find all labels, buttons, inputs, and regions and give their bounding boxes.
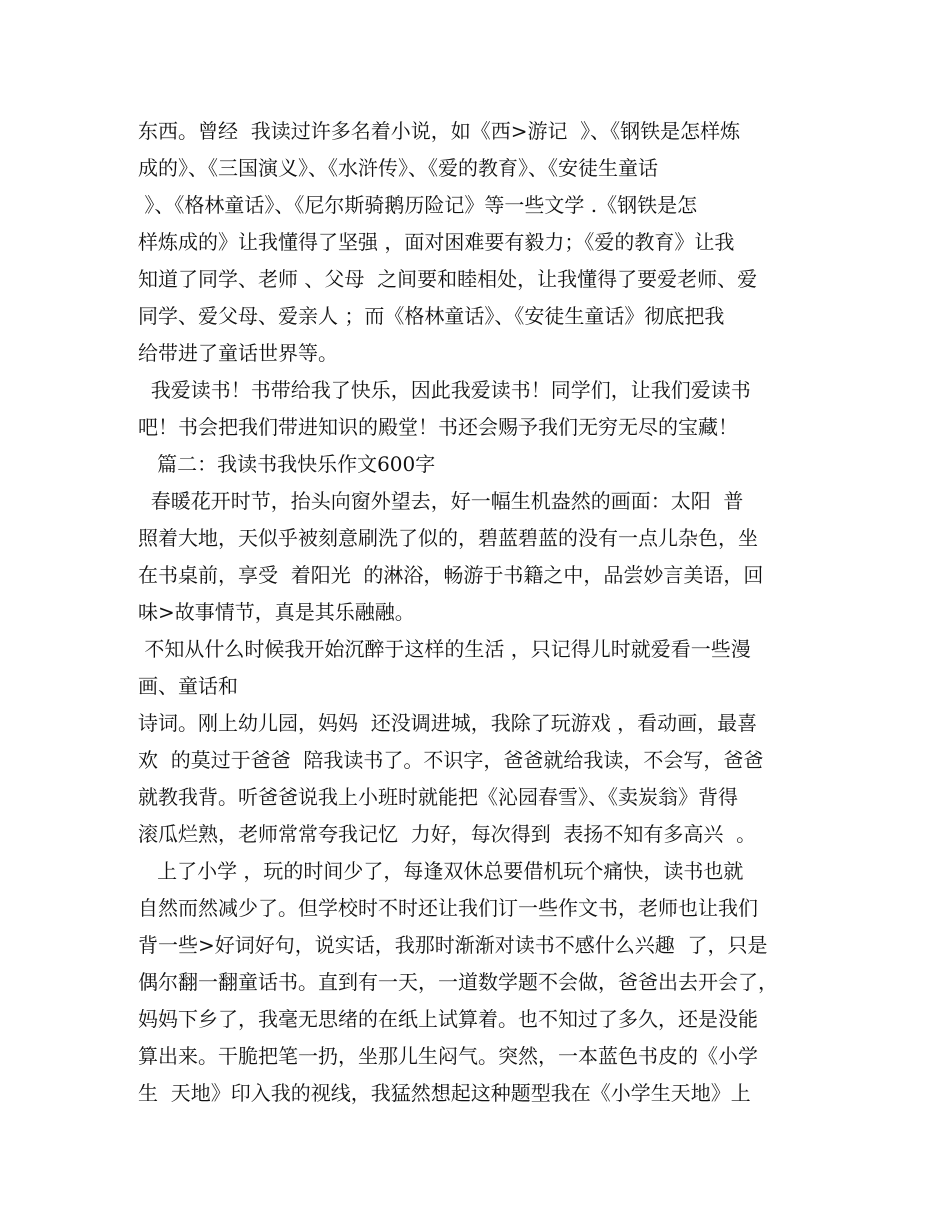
- text-line: 上了小学 ，玩的时间少了，每逢双休总要借机玩个痛快，读书也就: [138, 859, 744, 883]
- text-line: 》、《格林童话》、《尼尔斯骑鹅历险记》等一些文学 .《钢铁是怎: [138, 193, 698, 217]
- text-line: 知道了同学、老师 、父母 之间要和睦相处，让我懂得了要爱老师、爱: [138, 267, 758, 291]
- text-line: 成的》、《三国演义》、《水浒传》、《爱的教育》、《安徒生童话: [138, 156, 658, 180]
- text-line: 在书桌前，享受 着阳光 的淋浴，畅游于书籍之中，品尝妙言美语，回: [138, 563, 764, 587]
- text-line: 就教我背。听爸爸说我上小班时就能把《沁园春雪》、《卖炭翁》背得: [138, 785, 738, 809]
- text-line: 东西。曾经 我读过许多名着小说，如《西>游记 》、《钢铁是怎样炼: [138, 119, 741, 143]
- text-line: 画、童话和: [138, 674, 238, 698]
- text-line: 同学、爱父母、爱亲人 ；而《格林童话》、《安徒生童话》彻底把我: [138, 304, 725, 328]
- text-line: 春暖花开时节，抬头向窗外望去，好一幅生机盎然的画面：太阳 普: [138, 489, 744, 513]
- text-line: 欢 的莫过于爸爸 陪我读书了。不识字，爸爸就给我读，不会写，爸爸: [138, 748, 764, 772]
- text-line: 滚瓜烂熟，老师常常夸我记忆 力好，每次得到 表扬不知有多高兴 。: [138, 822, 757, 846]
- text-line: 诗词。刚上幼儿园，妈妈 还没调进城，我除了玩游戏 ，看动画，最喜: [138, 711, 758, 735]
- text-line: 不知从什么时候我开始沉醉于这样的生活 ，只记得儿时就爱看一些漫: [138, 637, 751, 661]
- text-line: 自然而然减少了。但学校时不时还让我们订一些作文书，老师也让我们: [138, 896, 758, 920]
- text-line: 偶尔翻一翻童话书。直到有一天，一道数学题不会做，爸爸出去开会了，: [138, 970, 778, 994]
- text-line: 背一些>好词好句，说实话，我那时渐渐对读书不感什么兴趣 了，只是: [138, 933, 768, 957]
- text-line: 算出来。干脆把笔一扔，坐那儿生闷气。突然，一本蓝色书皮的《小学: [138, 1044, 758, 1068]
- text-line: 吧！书会把我们带进知识的殿堂！书还会赐予我们无穷无尽的宝藏！: [138, 415, 738, 439]
- text-line: 味>故事情节，真是其乐融融。: [138, 600, 415, 624]
- text-line: 样炼成的》让我懂得了坚强 ，面对困难要有毅力；《爱的教育》让我: [138, 230, 735, 254]
- text-line: 照着大地，天似乎被刻意刷洗了似的，碧蓝碧蓝的没有一点儿杂色，坐: [138, 526, 758, 550]
- section-heading: 篇二：我读书我快乐作文600字: [138, 452, 436, 476]
- text-line: 妈妈下乡了，我毫无思绪的在纸上试算着。也不知过了多久，还是没能: [138, 1007, 758, 1031]
- text-line: 生 天地》印入我的视线，我猛然想起这种题型我在《小学生天地》上: [138, 1081, 751, 1105]
- essay-text: [138, 113, 828, 1112]
- text-line: 给带进了童话世界等。: [138, 341, 338, 365]
- text-line: 我爱读书！书带给我了快乐，因此我爱读书！同学们，让我们爱读书: [138, 378, 751, 402]
